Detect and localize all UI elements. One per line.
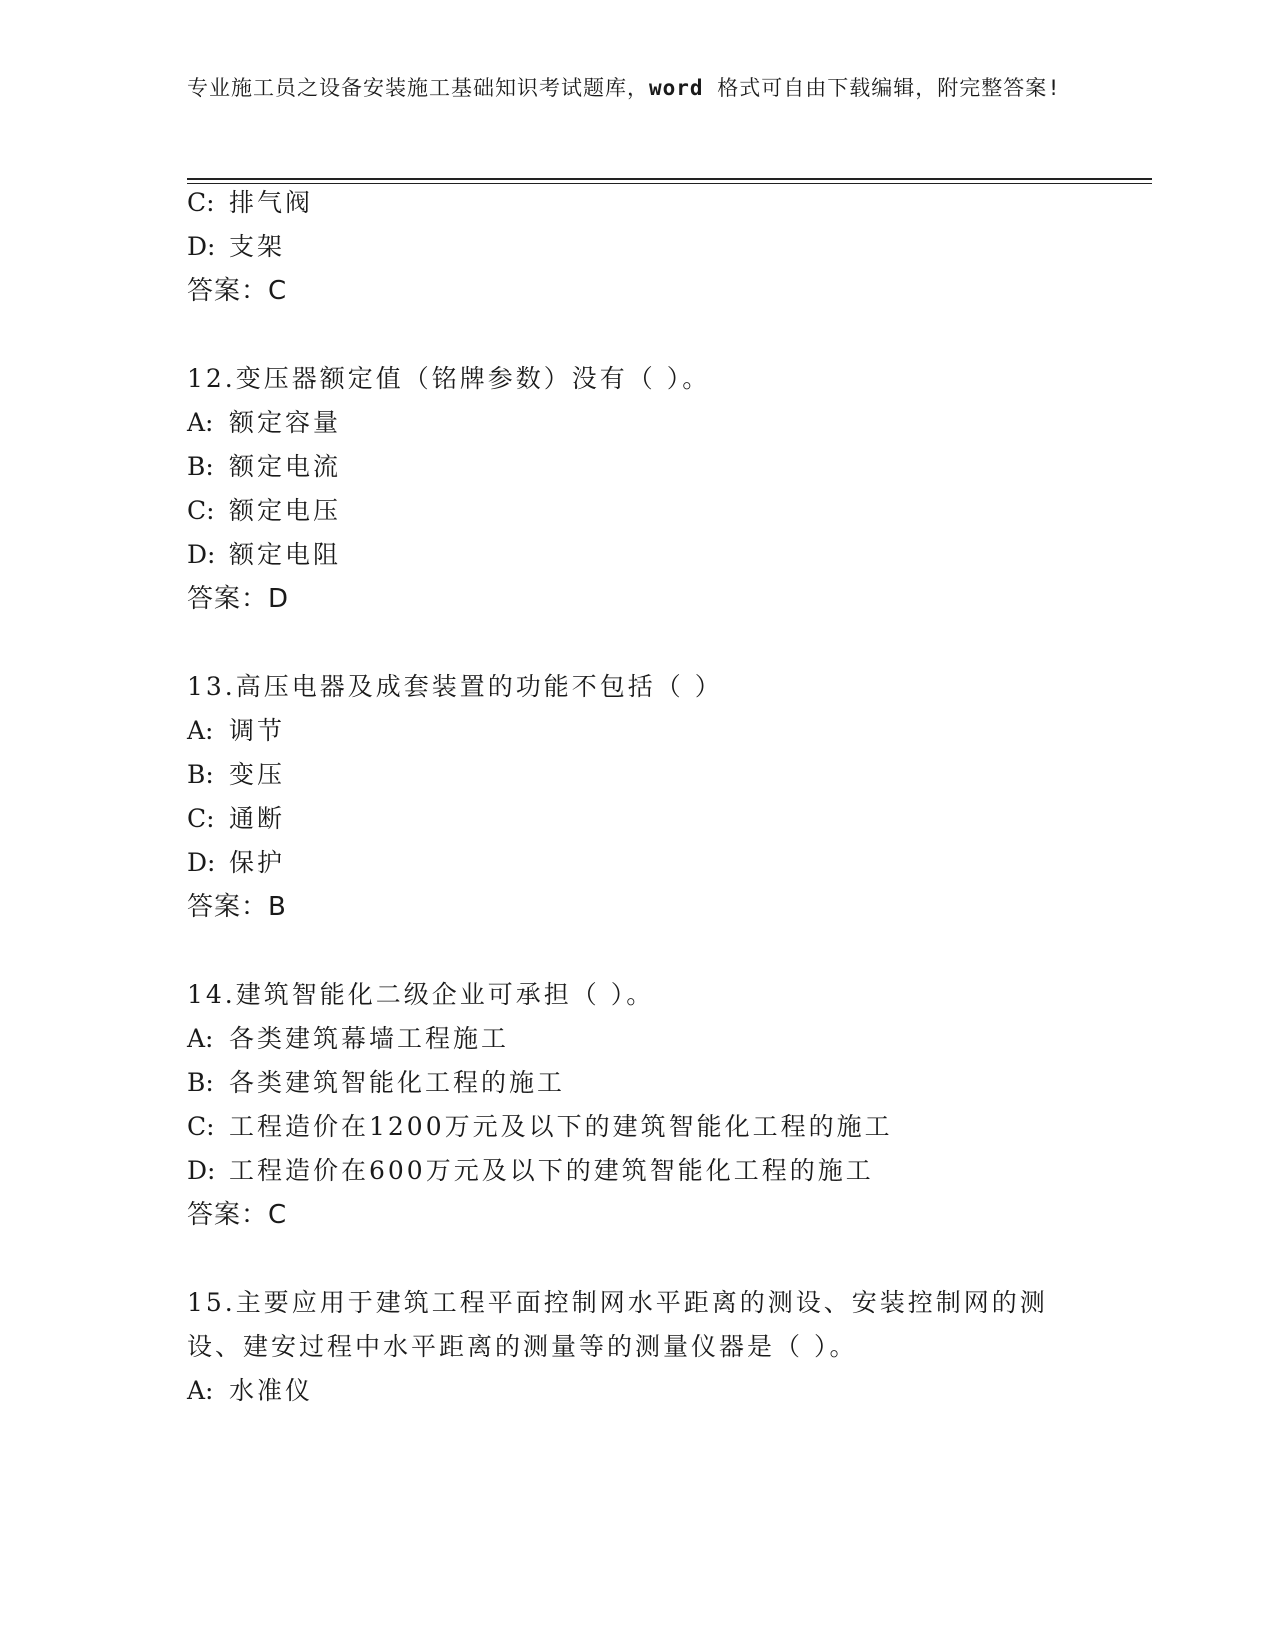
question-stem: 15.主要应用于建筑工程平面控制网水平距离的测设、安装控制网的测: [187, 1288, 1048, 1317]
option-text: 水准仪: [229, 1376, 314, 1405]
option-label: A:: [187, 1376, 214, 1405]
option-label: A:: [187, 408, 214, 437]
option-label: D:: [187, 1156, 216, 1185]
option-text: 额定电阻: [229, 540, 342, 569]
answer-line: 答案：C: [187, 1200, 288, 1230]
option-row: [187, 494, 341, 528]
option-label: D:: [187, 540, 216, 569]
option-label: D:: [187, 232, 216, 261]
option-label: D:: [187, 848, 216, 877]
option-row: [187, 846, 285, 880]
option-text: 调节: [229, 716, 286, 745]
option-label: B:: [187, 760, 214, 789]
option-row: [187, 230, 285, 264]
option-label: C:: [187, 1112, 215, 1141]
question-stem: 14.建筑智能化二级企业可承担（ ）。: [187, 980, 655, 1009]
option-row: [187, 450, 341, 484]
option-row: [187, 1374, 313, 1408]
option-row: [187, 538, 341, 572]
option-label: A:: [187, 716, 214, 745]
option-text: 额定容量: [229, 408, 342, 437]
option-text: 各类建筑智能化工程的施工: [229, 1068, 566, 1097]
header-rule-thick: [187, 178, 1152, 180]
option-row: [187, 1154, 874, 1188]
option-row: [187, 406, 341, 440]
option-row: [187, 1066, 565, 1100]
answer-line: 答案：D: [187, 584, 290, 614]
option-text: 额定电压: [229, 496, 342, 525]
option-row: [187, 186, 313, 220]
option-label: B:: [187, 452, 214, 481]
option-row: [187, 1110, 893, 1144]
document-header: [187, 72, 1067, 104]
option-row: [187, 1022, 509, 1056]
header-rule-thin: [187, 183, 1152, 184]
option-label: C:: [187, 188, 215, 217]
question-stem: 13.高压电器及成套装置的功能不包括（ ）: [187, 672, 723, 701]
header-bold-word: word: [649, 76, 704, 100]
option-label: B:: [187, 1068, 214, 1097]
answer-line: 答案：C: [187, 276, 288, 306]
answer-line: 答案：B: [187, 892, 287, 922]
option-text: 保护: [229, 848, 286, 877]
option-text: 额定电流: [229, 452, 342, 481]
option-text: 工程造价在1200万元及以下的建筑智能化工程的施工: [229, 1112, 893, 1141]
option-row: [187, 758, 285, 792]
option-text: 排气阀: [229, 188, 314, 217]
option-text: 支架: [229, 232, 286, 261]
option-text: 工程造价在600万元及以下的建筑智能化工程的施工: [229, 1156, 874, 1185]
option-label: A:: [187, 1024, 214, 1053]
question-stem: 12.变压器额定值（铭牌参数）没有（ ）。: [187, 364, 711, 393]
option-label: C:: [187, 804, 215, 833]
option-row: [187, 714, 285, 748]
header-text-before: 专业施工员之设备安装施工基础知识考试题库，: [187, 76, 649, 100]
option-label: C:: [187, 496, 215, 525]
option-text: 各类建筑幕墙工程施工: [229, 1024, 510, 1053]
option-text: 通断: [229, 804, 286, 833]
option-text: 变压: [229, 760, 286, 789]
header-text-after: 格式可自由下载编辑，附完整答案!: [703, 76, 1061, 100]
question-stem-continued: 设、建安过程中水平距离的测量等的测量仪器是（ ）。: [187, 1332, 858, 1361]
option-row: [187, 802, 285, 836]
